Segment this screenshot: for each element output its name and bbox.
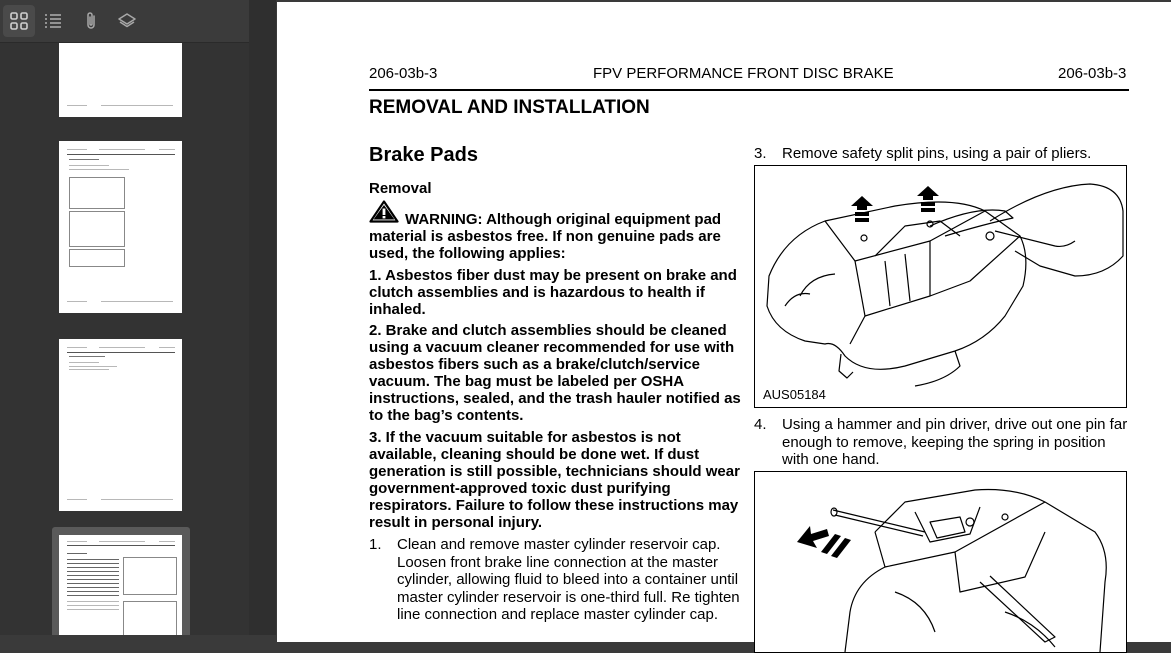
attachments-button[interactable] xyxy=(75,5,107,37)
warning-point: 1. Asbestos fiber dust may be present on brake and clutch assemblies and is hazardous to health if inhaled. xyxy=(369,267,737,318)
caliper-illustration xyxy=(755,166,1126,407)
outline-button[interactable] xyxy=(37,5,69,37)
sub-title: Brake Pads xyxy=(369,144,478,166)
step-text: Clean and remove master cylinder reservoir cap. Loosen front brake line connection at the master cylinder, allowing fluid to bleed into a container until master cylinder reservoir is one-third full. Re tighten line connection and replace master cylinder cap. xyxy=(397,536,740,623)
step-number: 4. xyxy=(754,416,767,433)
page-thumbnail[interactable] xyxy=(59,43,182,117)
step-number: 1. xyxy=(369,536,382,553)
sidebar-toolbar xyxy=(0,0,249,43)
page-thumbnail-current[interactable] xyxy=(59,535,182,635)
header-title: FPV PERFORMANCE FRONT DISC BRAKE xyxy=(593,65,894,82)
figure-label: AUS05184 xyxy=(763,387,826,402)
figure-caliper-split-pins xyxy=(754,165,1127,408)
document-page xyxy=(277,2,1171,642)
step-text: Using a hammer and pin driver, drive out one pin far enough to remove, keeping the spring in position with one hand. xyxy=(782,416,1128,468)
thumbnail-list[interactable] xyxy=(0,43,249,635)
caliper-pin-driver-illustration xyxy=(755,472,1126,652)
warning-text: WARNING: Although original equipment pad material is asbestos free. If non genuine pads are used, the following applies: xyxy=(369,211,722,262)
sidebar xyxy=(0,0,249,635)
header-rule xyxy=(369,89,1129,91)
figure-caliper-pin-driver xyxy=(754,471,1127,653)
paperclip-icon xyxy=(81,11,101,31)
header-page-number-right: 206-03b-3 xyxy=(1058,65,1127,82)
step-text: Remove safety split pins, using a pair of pliers. xyxy=(782,145,1092,162)
layers-button[interactable] xyxy=(111,5,143,37)
warning-point: 3. If the vacuum suitable for asbestos is not available, cleaning should be done wet. If dust generation is still possible, technicians should wear government-approved toxic dust purifying respirators. Failure to follow these instructions may result in personal injury. xyxy=(369,429,740,531)
header-page-number-left: 206-03b-3 xyxy=(369,65,438,82)
step-number: 3. xyxy=(754,145,767,162)
section-title: REMOVAL AND INSTALLATION xyxy=(369,97,650,118)
sidebar-splitter[interactable] xyxy=(249,0,276,635)
grid-icon xyxy=(9,11,29,31)
layers-icon xyxy=(117,11,137,31)
thumbnails-button[interactable] xyxy=(3,5,35,37)
removal-heading: Removal xyxy=(369,180,432,197)
list-icon xyxy=(43,11,63,31)
warning-point: 2. Brake and clutch assemblies should be cleaned using a vacuum cleaner recommended for use with asbestos fibers such as a brake/clutch/service vacuum. The bag must be labeled per OSHA instructions, sealed, and the trash hauler notified as to the bag’s contents. xyxy=(369,322,741,424)
page-thumbnail[interactable] xyxy=(59,141,182,313)
page-thumbnail[interactable] xyxy=(59,339,182,511)
